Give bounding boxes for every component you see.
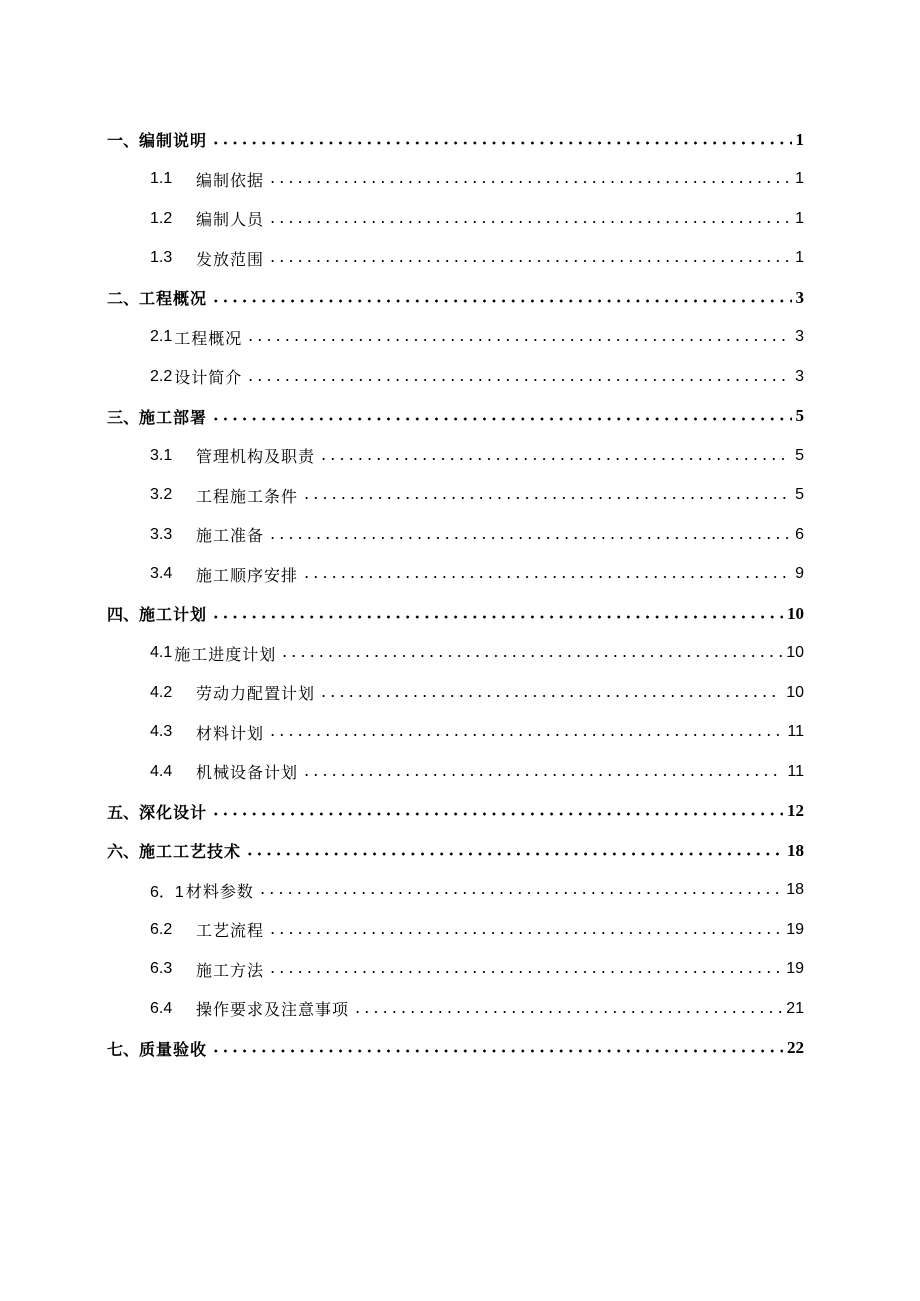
toc-section-entry[interactable] xyxy=(0,634,920,674)
toc-entry-title: 工程施工条件 xyxy=(196,486,299,506)
toc-section-entry[interactable] xyxy=(0,713,920,753)
toc-dot-leader xyxy=(319,456,791,462)
toc-chapter-entry[interactable] xyxy=(0,397,920,437)
toc-entry-page-number: 5 xyxy=(795,406,804,426)
toc-entry-title: 施工部署 xyxy=(139,407,208,427)
toc-entry-title: 施工进度计划 xyxy=(174,644,277,664)
toc-dot-leader xyxy=(302,574,791,580)
toc-section-entry[interactable] xyxy=(0,555,920,595)
toc-dot-leader xyxy=(353,1009,782,1015)
toc-dot-leader xyxy=(280,653,782,659)
toc-section-entry[interactable] xyxy=(0,515,920,555)
toc-dot-leader xyxy=(268,219,791,225)
toc-entry-number: 六、 xyxy=(107,844,140,862)
toc-entry-number: 二、 xyxy=(107,291,140,309)
toc-entry-page-number: 22 xyxy=(787,1038,804,1058)
toc-dot-leader xyxy=(211,614,783,620)
toc-section-entry[interactable] xyxy=(0,476,920,516)
toc-entry-page-number: 11 xyxy=(787,723,804,741)
toc-entry-page-number: 3 xyxy=(795,328,804,346)
toc-entry-page-number: 10 xyxy=(786,644,804,662)
toc-entry-title: 施工方法 xyxy=(196,960,265,980)
toc-entry-number: 2.2 xyxy=(150,367,173,385)
toc-entry-number: 6．1 xyxy=(150,883,184,901)
toc-entry-page-number: 1 xyxy=(795,249,804,267)
toc-entry-title: 编制人员 xyxy=(196,210,265,230)
table-of-contents xyxy=(0,120,920,1068)
toc-dot-leader xyxy=(211,140,791,146)
toc-entry-page-number: 3 xyxy=(795,287,804,307)
toc-entry-page-number: 12 xyxy=(787,801,804,821)
toc-section-entry[interactable] xyxy=(0,160,920,200)
toc-chapter-entry[interactable] xyxy=(0,278,920,318)
toc-dot-leader xyxy=(246,377,791,383)
toc-entry-title: 材料参数 xyxy=(185,881,254,901)
toc-section-entry[interactable] xyxy=(0,318,920,358)
toc-chapter-entry[interactable] xyxy=(0,1029,920,1069)
toc-entry-title: 施工工艺技术 xyxy=(139,842,242,862)
toc-entry-page-number: 3 xyxy=(795,367,804,385)
toc-entry-number: 3.1 xyxy=(150,446,173,464)
toc-dot-leader xyxy=(268,732,783,738)
toc-entry-title: 施工计划 xyxy=(139,605,208,625)
toc-entry-page-number: 11 xyxy=(787,762,804,780)
toc-entry-title: 材料计划 xyxy=(196,723,265,743)
toc-section-entry[interactable] xyxy=(0,989,920,1029)
toc-dot-leader xyxy=(258,890,782,896)
toc-entry-page-number: 19 xyxy=(786,920,804,938)
toc-section-entry[interactable] xyxy=(0,436,920,476)
toc-section-entry[interactable] xyxy=(0,871,920,911)
toc-entry-title: 编制依据 xyxy=(196,170,265,190)
toc-dot-leader xyxy=(211,416,791,422)
toc-section-entry[interactable] xyxy=(0,357,920,397)
toc-entry-title: 施工准备 xyxy=(196,526,265,546)
toc-chapter-entry[interactable] xyxy=(0,120,920,160)
toc-chapter-entry[interactable] xyxy=(0,792,920,832)
toc-entry-number: 2.1 xyxy=(150,328,173,346)
toc-entry-number: 一、 xyxy=(107,133,140,151)
toc-dot-leader xyxy=(268,930,782,936)
toc-dot-leader xyxy=(211,811,783,817)
toc-entry-number: 3.3 xyxy=(150,525,173,543)
toc-dot-leader xyxy=(245,851,783,857)
toc-entry-number: 1.3 xyxy=(150,249,173,267)
toc-entry-title: 管理机构及职责 xyxy=(196,447,316,467)
toc-entry-number: 四、 xyxy=(107,607,140,625)
toc-section-entry[interactable] xyxy=(0,239,920,279)
toc-dot-leader xyxy=(302,495,791,501)
toc-entry-number: 1.2 xyxy=(150,209,173,227)
toc-entry-page-number: 6 xyxy=(795,525,804,543)
toc-section-entry[interactable] xyxy=(0,673,920,713)
toc-entry-title: 工艺流程 xyxy=(196,921,265,941)
toc-section-entry[interactable] xyxy=(0,752,920,792)
toc-dot-leader xyxy=(302,772,783,778)
toc-dot-leader xyxy=(268,535,791,541)
toc-entry-title: 机械设备计划 xyxy=(196,763,299,783)
toc-entry-number: 五、 xyxy=(107,804,140,822)
toc-entry-number: 4.2 xyxy=(150,683,173,701)
toc-dot-leader xyxy=(211,1048,783,1054)
toc-entry-page-number: 1 xyxy=(795,129,804,149)
toc-dot-leader xyxy=(268,258,791,264)
toc-chapter-entry[interactable] xyxy=(0,594,920,634)
toc-entry-number: 1.1 xyxy=(150,170,173,188)
toc-entry-page-number: 18 xyxy=(786,881,804,899)
toc-entry-title: 劳动力配置计划 xyxy=(196,684,316,704)
toc-entry-number: 七、 xyxy=(107,1041,140,1059)
toc-entry-title: 质量验收 xyxy=(139,1039,208,1059)
toc-entry-title: 编制说明 xyxy=(139,131,208,151)
toc-entry-title: 发放范围 xyxy=(196,249,265,269)
toc-entry-page-number: 1 xyxy=(795,170,804,188)
toc-entry-page-number: 21 xyxy=(786,999,804,1017)
toc-entry-page-number: 5 xyxy=(795,446,804,464)
toc-dot-leader xyxy=(246,337,791,343)
toc-entry-title: 深化设计 xyxy=(139,802,208,822)
toc-entry-title: 工程概况 xyxy=(139,289,208,309)
toc-entry-page-number: 10 xyxy=(786,683,804,701)
toc-entry-title: 操作要求及注意事项 xyxy=(196,1000,350,1020)
toc-entry-number: 4.1 xyxy=(150,644,173,662)
toc-section-entry[interactable] xyxy=(0,950,920,990)
toc-entry-title: 设计简介 xyxy=(174,368,243,388)
toc-dot-leader xyxy=(319,693,782,699)
toc-entry-page-number: 5 xyxy=(795,486,804,504)
toc-entry-number: 3.2 xyxy=(150,486,173,504)
toc-entry-title: 施工顺序安排 xyxy=(196,565,299,585)
toc-dot-leader xyxy=(211,298,791,304)
toc-entry-page-number: 1 xyxy=(795,209,804,227)
toc-entry-number: 三、 xyxy=(107,409,140,427)
toc-section-entry[interactable] xyxy=(0,910,920,950)
toc-dot-leader xyxy=(268,969,782,975)
toc-entry-page-number: 18 xyxy=(787,840,804,860)
toc-entry-number: 6.4 xyxy=(150,999,173,1017)
toc-entry-page-number: 9 xyxy=(795,565,804,583)
toc-entry-page-number: 10 xyxy=(787,603,804,623)
toc-entry-number: 4.3 xyxy=(150,723,173,741)
toc-entry-number: 3.4 xyxy=(150,565,173,583)
toc-entry-number: 6.3 xyxy=(150,960,173,978)
toc-dot-leader xyxy=(268,179,791,185)
toc-section-entry[interactable] xyxy=(0,199,920,239)
toc-entry-page-number: 19 xyxy=(786,960,804,978)
toc-entry-title: 工程概况 xyxy=(174,328,243,348)
toc-chapter-entry[interactable] xyxy=(0,831,920,871)
toc-entry-number: 4.4 xyxy=(150,762,173,780)
toc-entry-number: 6.2 xyxy=(150,920,173,938)
